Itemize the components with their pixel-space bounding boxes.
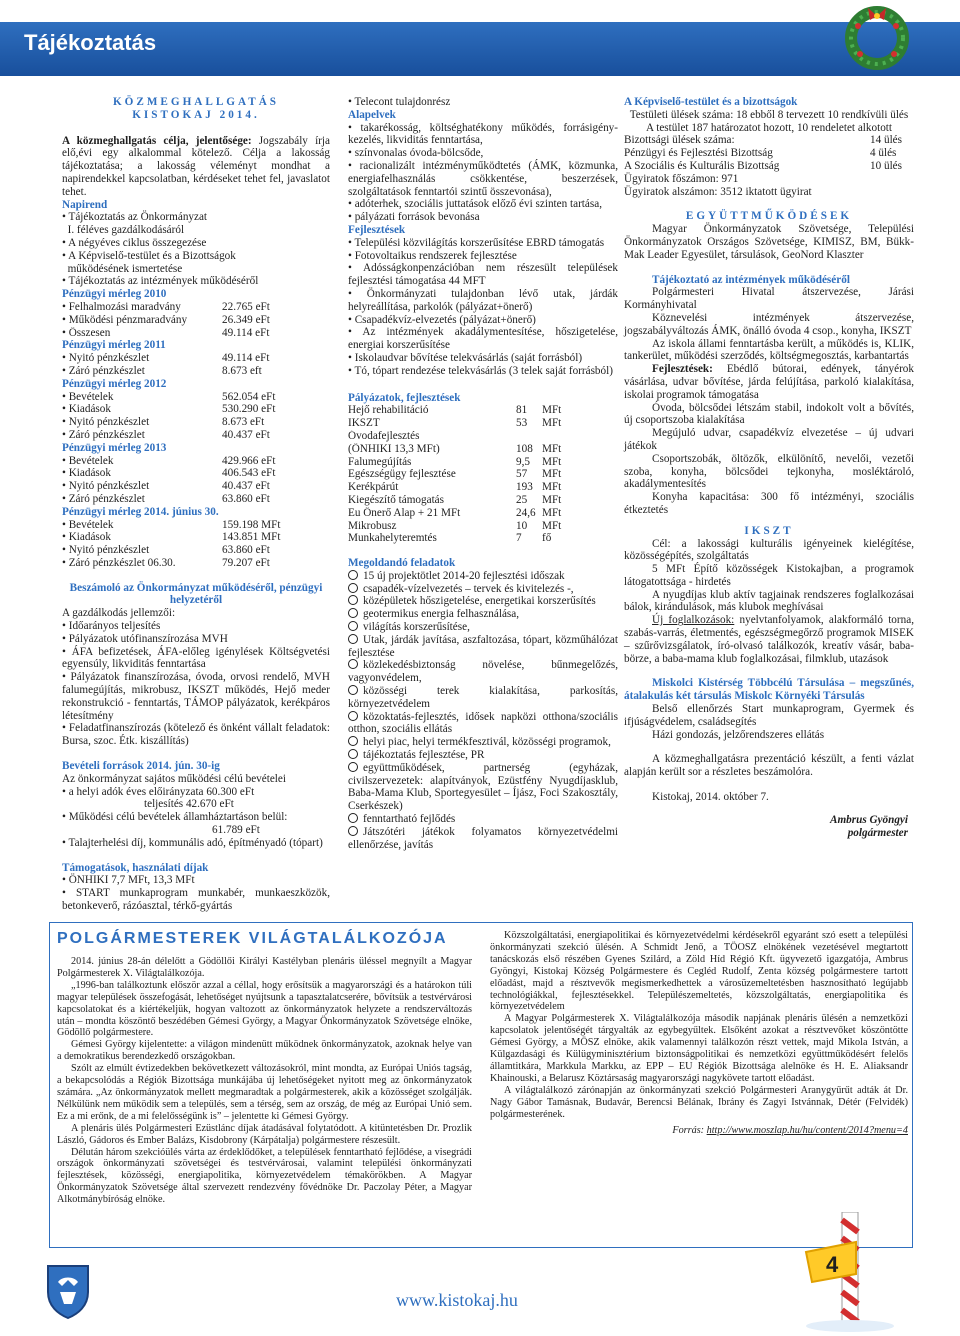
miskolci-paragraph: Házi gondozás, jelzőrendszeres ellátás	[652, 728, 825, 741]
circle-bullet-icon	[348, 570, 358, 580]
page-title: Tájékoztatás	[24, 30, 157, 55]
ugyirat-line: Ügyiratok főszámon: 971	[624, 172, 739, 185]
balance-value: 79.207 eFt	[222, 556, 270, 569]
christmas-wreath-icon	[838, 0, 916, 72]
palyazat-name: Hejő rehabilitáció	[348, 404, 429, 417]
circle-bullet-icon	[348, 595, 358, 605]
palyazat-value: 24,6	[516, 506, 536, 519]
fejlesztesek-list	[348, 237, 618, 378]
closing-paragraph: A közmeghallgatásra prezentáció készült, a fenti vázlat alapján került sor a részletes beszámolóra.	[624, 753, 914, 779]
balance-label: • Nyitó pénzkészlet	[62, 480, 150, 493]
balance-row	[62, 327, 330, 340]
balance-label: • Kiadások	[62, 531, 111, 544]
bizottsag-label: A Szociális és Kulturális Bizottság	[624, 159, 780, 172]
balance-value: 40.437 eFt	[222, 428, 270, 441]
intezmeny-paragraph: Az iskola állami fenntartásba került, a működés is, KLIK, tankerület, működési szerződés, költségmegosztás, karbantartás	[624, 337, 914, 363]
palyazat-name: Kerékpárút	[348, 481, 399, 494]
bevetel-heading: Bevételi források 2014. jún. 30-ig	[62, 760, 220, 773]
palyazat-row	[348, 430, 618, 443]
megoldando-text: középületek hőszigetelése, energetikai korszerűsítés	[363, 595, 596, 608]
gazdalkodas-item: • Időarányos teljesítés	[62, 620, 161, 633]
fejlesztes-item: • Önkormányzati tulajdonban lévő utak, járdák helyreállítása, parkolók (pályázat+önerő)	[348, 287, 618, 313]
ugyirat-line: Ügyiratok alszámon: 3512 iktatott ügyirat	[624, 185, 812, 198]
section-subtitle: KISTOKAJ 2014.	[132, 108, 260, 121]
intezmeny-paragraph: Óvoda, bölcsődei létszám stabil, indokolt volt a bővítés, új csoportszoba kialakítása	[624, 401, 914, 427]
fejlesztes-item: • Csapadékvíz-elvezetés (pályázat+önerő)	[348, 313, 536, 326]
intezmeny-paragraph: Fejlesztések: Ebédlő bútorai, edények, tányérok vásárlása, udvar bővítése, járda felújítása, parkoló kialakítása, iskolai programok támogatása	[624, 363, 914, 401]
palyazat-value: 10	[516, 519, 528, 532]
balance-row	[62, 467, 330, 480]
bizottsag-label: Pénzügyi és Fejlesztési Bizottság	[624, 147, 773, 160]
palyazat-unit: MFt	[542, 481, 562, 494]
column-kozmeghallgatas	[62, 96, 330, 913]
megoldando-heading: Megoldandó feladatok	[348, 557, 456, 570]
fejlesztesek-heading: Fejlesztések	[348, 223, 406, 236]
palyazat-name: Falumegújítás	[348, 455, 412, 468]
signature-title: polgármester	[847, 826, 908, 839]
balance-value: 406.543 eFt	[222, 467, 276, 480]
balance-label: • Nyitó pénzkészlet	[62, 416, 150, 429]
fejlesztes-item: • Iskolaudvar bővítése telekvásárlás (saját forrásból)	[348, 351, 583, 364]
kepviselo-line: A testület 187 határozatot hozott, 10 rendeletet alkotott	[645, 121, 893, 134]
alapelv-item: • takarékosság, költséghatékony működés, forrásigény-kezelés, likviditás fenntartása,	[348, 121, 618, 147]
balance-heading: Pénzügyi mérleg 2012	[62, 377, 167, 390]
balance-value: 429.966 eFt	[222, 454, 276, 467]
circle-bullet-icon	[348, 813, 358, 823]
palyazat-row	[348, 532, 618, 545]
palyazat-name: Eu Önerő Alap + 21 MFt	[348, 506, 461, 519]
megoldando-text: geotermikus energia felhasználása,	[363, 608, 520, 621]
megoldando-item	[348, 749, 618, 762]
circle-bullet-icon	[348, 583, 358, 593]
circle-bullet-icon	[348, 659, 358, 669]
balance-label: • Záró pénzkészlet	[62, 364, 145, 377]
page-number: 4	[826, 1252, 839, 1277]
balance-value: 22.765 eFt	[222, 300, 270, 313]
balance-label: • Záró pénzkészlet	[62, 492, 145, 505]
balance-value: 40.437 eFt	[222, 480, 270, 493]
megoldando-item	[348, 659, 618, 685]
palyazat-name: Munkahelyteremtés	[348, 532, 437, 545]
balance-row	[62, 557, 330, 570]
alapelvek-heading: Alapelvek	[348, 108, 396, 121]
circle-bullet-icon	[348, 736, 358, 746]
alapelvek-list	[348, 122, 618, 224]
megoldando-item	[348, 813, 618, 826]
article-paragraph: Közszolgáltatási, energiapolitikai és környezetvédelmi kérdésekről egyaránt szó esett a települési önkormányzati szekció ülésén. A Schmidt Jenő, a TÖOSZ elnökének vezetésével megtartott tanácskozás első részében Gyenes Szilárd, a Zöld Híd Régió Kft. ügyvezető igazgatója, Ambrus Gyöngyi, Kistokaj Község Polgármestere és Cegléd Rudolf, Zenta község polgármestere tartott előadást, majd a résztvevők megismerkedhettek a városüzemeltetésben hasznosítható legújabb technológiákkal, fejlesztésekkel. Települészemeltetés, közszolgáltatás, energiapolitika és környezetvédelem	[490, 930, 908, 1013]
gazdalkodas-item: • Feladatfinanszírozás (kötelező és önként vállalt feladatok: Bursa, szoc. Étk. kiszállítás)	[62, 722, 330, 748]
bizottsag-value: 14 ülés	[870, 134, 903, 147]
palyazat-name: (ÖNHIKI 13,3 MFt)	[348, 442, 440, 455]
napirend-item: • A négyéves ciklus összegezése	[62, 236, 207, 249]
balance-row	[62, 403, 330, 416]
napirend-item: • A Képviselő-testület és a Bizottságok	[62, 249, 236, 262]
intezmeny-paragraph: Köznevelési intézmények átszervezése, jogszabályváltozás ÁMK, önálló óvoda 4 csop., konyha, IKSZT	[624, 311, 914, 337]
balance-row	[62, 480, 330, 493]
footer-url[interactable]: www.kistokaj.hu	[396, 1290, 518, 1310]
intezmeny-paragraph: Konyha kapacitása: 300 fő intézményi, szociális étkeztetés	[624, 491, 914, 516]
megoldando-text: csapadék-vízelvezetés – tervek és kivitelezés -,	[363, 582, 574, 595]
balance-label: • Nyitó pénzkészlet	[62, 544, 150, 557]
article-column-left	[57, 956, 472, 1206]
balance-row	[62, 493, 330, 506]
gazdalkodas-item: • ÁFA befizetések, ÁFA-előleg igénylések Költségvetési egyensúly, likviditás fenntartása	[62, 645, 330, 671]
megoldando-text: 15 új projektötlet 2014-20 fejlesztési időszak	[363, 569, 565, 582]
palyazat-unit: MFt	[542, 455, 562, 468]
balance-value: 8.673 eFt	[222, 416, 265, 429]
megoldando-text: Utak, járdák javítása, aszfaltozása, tópart, közműhálózat fejlesztése	[348, 633, 618, 659]
palyazat-value: 57	[516, 468, 528, 481]
bizottsag-row	[624, 134, 914, 147]
alapelv-item: • pályázati források bevonása	[348, 211, 480, 224]
bizottsag-rows	[624, 134, 914, 172]
balance-value: 8.673 eft	[222, 364, 262, 377]
megoldando-item	[348, 570, 618, 583]
palyazat-unit: MFt	[542, 468, 562, 481]
section-title: KÖZMEGHALLGATÁS	[112, 96, 279, 108]
tamogatas-heading: Támogatások, használati díjak	[62, 861, 209, 874]
bizottsag-row	[624, 160, 914, 173]
balance-row	[62, 365, 330, 378]
article-paragraph: „1996-ban találkoztunk először azzal a céllal, hogy erősítsük a magyarországi és a határokon túli magyar települések összefogását, lehetőséget nyújtsunk a tapasztalatcserére, bővítsük a testvérvárosi kapcsolatokat és a kiértékeljük, hogyan valtozott az önkormányzatok helyzete a rendszerváltozás után – mondta köszöntő beszédében Gémesi György, a Magyar Önkormányzatok Szövetsége elnöke, Gödöllő polgármestere.	[57, 979, 472, 1039]
bevetel-item: • Talajterhelési díj, kommunális adó, építményadó (tópart)	[62, 836, 323, 849]
gazdalkodas-item: • Pályázatok utófinanszírozása MVH	[62, 632, 228, 645]
palyazatok-heading: Pályázatok, fejlesztések	[348, 391, 461, 404]
intezmeny-paragraph: Csoportszobák, öltözők, elkülönítő, nevelői, vezetői szoba, konyha, bölcsődei tejkonyha, mosléktároló, akadálymentesítés	[624, 452, 914, 491]
alapelv-item: • racionalizált intézményműködtetés (ÁMK, közmunka, energiafelhasználás csökkentése, beszerzések, szolgáltatások fenntartói szintű összevonása),	[348, 159, 618, 198]
palyazat-unit: MFt	[542, 417, 562, 430]
bevetel-text: Az önkormányzat sajátos működési célú bevételei	[62, 772, 286, 785]
ikszt-heading: IKSZT	[744, 524, 794, 537]
megoldando-text: tájékoztatás fejlesztése, PR	[363, 749, 485, 762]
bevetel-list	[62, 786, 330, 850]
balance-label: • Bevételek	[62, 518, 114, 531]
megoldando-item	[348, 685, 618, 711]
circle-bullet-icon	[348, 608, 358, 618]
balance-row	[62, 455, 330, 468]
circle-bullet-icon	[348, 621, 358, 631]
intezmeny-paragraph: Megújuló udvar, csapadékvíz elvezetése – új udvari játékok	[624, 427, 914, 452]
palyazat-row	[348, 443, 618, 456]
source-line: Forrás: http://www.moszlap.hu/hu/content/2014?menu=4	[672, 1124, 908, 1136]
intro-paragraph: A közmeghallgatás célja, jelentősége: Jogszabály írja elő,évi egy alkalommal kötelező. Célja a lakosság tájékoztatása; a lakosság véleményt mondhat a napirendekkel kapcsolatban, kérdéseket tehet fel, javaslatot tehet.	[62, 134, 330, 198]
balance-label: • Bevételek	[62, 454, 114, 467]
balance-label: • Bevételek	[62, 390, 114, 403]
palyazat-name: Kiegészítő támogatás	[348, 493, 444, 506]
fejlesztes-item: • Tó, tópart rendezése telekvásárlás (3 telek saját forrásból)	[348, 364, 613, 377]
fejlesztes-item: • Települési közvilágítás korszerűsítése EBRD támogatás	[348, 236, 605, 249]
balance-value: 26.349 eFt	[222, 313, 270, 326]
palyazat-name: IKSZT	[348, 417, 380, 430]
balance-row	[62, 301, 330, 314]
gazdalkodas-list	[62, 620, 330, 748]
signature-name: Ambrus Gyöngyi	[829, 813, 908, 826]
palyazat-value: 108	[516, 442, 533, 455]
palyazat-row	[348, 468, 618, 481]
balance-row	[62, 352, 330, 365]
napirend-heading: Napirend	[62, 198, 108, 211]
napirend-item: működésének ismertetése	[62, 262, 183, 275]
intezmeny-paragraph: Polgármesteri Hivatal átszervezése, Járási Kormányhivatal	[624, 286, 914, 312]
megoldando-list	[348, 570, 618, 852]
top-list	[348, 96, 618, 109]
palyazat-unit: MFt	[542, 404, 562, 417]
date-line: Kistokaj, 2014. október 7.	[652, 791, 769, 804]
circle-bullet-icon	[348, 826, 358, 836]
financial-tables	[62, 288, 330, 570]
palyazat-value: 81	[516, 404, 528, 417]
palyazat-value: 9,5	[516, 455, 530, 468]
palyazatok-table	[348, 404, 618, 545]
balance-value: 63.860 eFt	[222, 544, 270, 557]
napirend-item: • Tájékoztatás az intézmények működéséről	[62, 275, 259, 288]
egyuttmukodes-text: Magyar Önkormányzatok Szövetsége, Települési Önkormányzatok Országos Szövetsége, KIMISZ, BM, Bükk-Mak Leader Egyesület, társulások, GeoNord Klaszter	[624, 223, 914, 261]
balance-heading: Pénzügyi mérleg 2011	[62, 339, 166, 352]
balance-label: • Összesen	[62, 326, 111, 339]
alapelv-item: • színvonalas óvoda-bölcsőde,	[348, 147, 484, 160]
balance-label: • Záró pénzkészlet	[62, 428, 145, 441]
article-paragraph: A világtalálkozó zárónapján az önkormányzati szekció Polgármesteri Aranygyűrűt adták át Dr. Nagy Gábor Tamásnak, Budavár, Berencsi Bélának, Ibrány és Zagyi Istvánnak, Détér (Felvidék) polgármesterének.	[490, 1084, 908, 1120]
fejlesztes-item: • Az intézmények akadálymentesítése, hőszigetelése, energiai korszerűsítése	[348, 326, 618, 352]
article-paragraph: A plenáris ülés Polgármesteri Ezüstlánc díjak átadásával folytatódott. A kitüntetésben Dr. Prozlik László, Gádoros és Ember Balázs, Kisdobrony (Kárpátalja) polgármestere részesült.	[57, 1122, 472, 1146]
balance-value: 530.290 eFt	[222, 403, 276, 416]
megoldando-item	[348, 621, 618, 634]
source-link[interactable]: http://www.moszlap.hu/hu/content/2014?menu=4	[706, 1124, 908, 1136]
palyazat-row	[348, 404, 618, 417]
egyuttmukodes-heading: EGYÜTTMŰKÖDÉSEK	[685, 210, 853, 223]
balance-value: 143.851 MFt	[222, 531, 281, 544]
bevetel-item: teljesítés 42.670 eFt	[144, 798, 234, 811]
column-kepviselotestulet	[624, 96, 914, 839]
municipal-crest-icon	[44, 1262, 92, 1320]
napirend-item: I. féléves gazdálkodásáról	[62, 224, 185, 237]
balance-value: 159.198 MFt	[222, 518, 281, 531]
megoldando-item	[348, 736, 618, 749]
column-fejlesztesek	[348, 96, 618, 851]
article-paragraph: 2014. június 28-án délelőtt a Gödöllői Királyi Kastélyban plenáris üléssel megnyílt a Magyar Polgármesterek X. Világtalálkozója.	[57, 956, 472, 979]
circle-bullet-icon	[348, 711, 358, 721]
megoldando-text: közösségi terek kialakítása, parkosítás, környezetvédelem	[348, 685, 618, 710]
ikszt-paragraph: Cél: a lakossági kulturális igényeinek kielégítése, közösségépítés, szolgáltatás	[624, 537, 914, 563]
bizottsag-value: 10 ülés	[870, 159, 903, 172]
palyazat-row	[348, 507, 618, 520]
fejlesztes-item: • Fotovoltaikus rendszerek fejlesztése	[348, 249, 517, 262]
balance-value: 49.114 eFt	[222, 326, 270, 339]
circle-bullet-icon	[348, 634, 358, 644]
palyazat-unit: MFt	[542, 442, 562, 455]
miskolci-heading: Miskolci Kistérség Többcélú Társulása – megszűnés, átalakulás két társulás Miskolc Környéki Társulás	[624, 677, 914, 703]
ikszt-paragraph: 5 MFt Építő közösségek Kistokajban, a programok látogatottsága - hirdetés	[624, 563, 914, 588]
palyazat-value: 53	[516, 417, 528, 430]
article-title: POLGÁRMESTEREK VILÁGTALÁLKOZÓJA	[57, 930, 448, 947]
palyazat-name: Egészségügy fejlesztése	[348, 468, 456, 481]
palyazat-row	[348, 456, 618, 469]
bevetel-item: • a helyi adók éves előirányzata 60.300 eFt	[62, 785, 255, 798]
palyazat-row	[348, 520, 618, 533]
balance-label: • Kiadások	[62, 467, 111, 480]
balance-row	[62, 391, 330, 404]
balance-heading: Pénzügyi mérleg 2010	[62, 288, 167, 301]
tamogatas-list	[62, 874, 330, 912]
megoldando-text: közlekedésbiztonság növelése, bűnmegelőzés, vagyonvédelem,	[348, 659, 618, 685]
balance-row	[62, 531, 330, 544]
bizottsag-row	[624, 147, 914, 160]
bizottsag-value: 4 ülés	[870, 147, 897, 160]
circle-bullet-icon	[348, 685, 358, 695]
palyazat-row	[348, 481, 618, 494]
article-paragraph: Gémesi György kijelentette: a világon mindenütt működnek önkormányzatok, azoknak helye van a demokratikus berendezkedő országokban.	[57, 1039, 472, 1063]
candy-cane-pole-icon	[800, 1212, 900, 1332]
palyazat-unit: fő	[542, 532, 552, 545]
balance-row	[62, 519, 330, 532]
article-paragraph: Szólt az elmúlt évtizedekben bekövetkezett változásokról, mint mondta, az Európai Uniós tagság, a bekapcsolódás a Régiók Bizottsága munkájába új lehetőségeket nyitott meg az önkormányzatok számára. „Az önkormányzatok mellett megmaradtak a polgármesterek, akik a közösséget szolgálják. Nélkülünk nem működik sem a település, sem a térség, sem az ország, de még az Európai Unió sem. Ez a mi erőnk, de a mi felelősségünk is” – jelentette ki Gémesi György.	[57, 1063, 472, 1122]
megoldando-text: fenntartható fejlődés	[363, 813, 456, 826]
balance-row	[62, 429, 330, 442]
tamogatas-item: • START munkaprogram munkabér, munkaeszközök, betonkeverő, rázóasztal, térkő-gyártás	[62, 887, 330, 913]
balance-row	[62, 544, 330, 557]
megoldando-item	[348, 762, 618, 813]
napirend-list	[62, 211, 330, 288]
kepviselo-line: Testületi ülések száma: 18 ebből 8 tervezett 10 rendkívüli ülés	[629, 108, 909, 121]
balance-label: • Nyitó pénzkészlet	[62, 352, 150, 365]
list-item: • Telecont tulajdonrész	[348, 96, 451, 108]
article-paragraph: Délután három szekcióülés várta az érdeklődőket, a települések fenntartható fejlődése, a visegrádi országok önkormányzati szövetségei és testvérvárosai, valamint települési önkormányzati fejlesztések, közösségi, energiapolitika, környezetvédelem témakörökben. A Magyar Önkormányzatok Szövetsége által szervezett rendezvény fővédnöke Dr. Paczolay Péter, a Magyar Alkotmánybíróság elnöke.	[57, 1146, 472, 1206]
palyazat-row	[348, 417, 618, 430]
palyazat-row	[348, 494, 618, 507]
megoldando-item	[348, 711, 618, 737]
palyazat-value: 7	[516, 532, 522, 545]
palyazat-name: Mikrobusz	[348, 519, 397, 532]
article-paragraph: A Magyar Polgármesterek X. Világtalálkozója második napjának plenáris ülésén a nemzetközi kapcsolatok jelentőségét tárgyalták az egybegyűltek. Elsőként azokat a résztvevőket köszöntötte Gémesi György, a MÖSZ elnöke, akik valamennyi találkozón részt vettek, majd Mikola István, a Külgazdasági és Külügyminisztérium biztonságpolitikai és nemzetközi együttműködésért felelős államtitkára, Markkula Markku, az EPP – EU Régiók Bizottsága alelnöke és H. E. Aliaksandr Khainouski, a Belarusz Köztársaság magyarországi nagykövete tartott előadást.	[490, 1013, 908, 1084]
balance-heading: Pénzügyi mérleg 2014. június 30.	[62, 505, 219, 518]
megoldando-item	[348, 583, 618, 596]
megoldando-item	[348, 595, 618, 608]
beszamolo-heading: Beszámoló az Önkormányzat működéséről, pénzügyi helyzetéről	[69, 581, 323, 607]
balance-label: • Záró pénzkészlet 06.30.	[62, 556, 176, 569]
bevetel-item: 61.789 eFt	[212, 824, 260, 837]
gazdalkodas-intro: A gazdálkodás jellemzői:	[62, 607, 176, 620]
balance-row	[62, 314, 330, 327]
megoldando-text: együttműködések, partnerség (egyházak, civilszervezetek: alapítványok, Ezüstfény Nyugdíjasklub, Baba-Mama Klub, Sportegyesület – Íjász, Foci Szakosztály, Cserkészek)	[348, 761, 618, 813]
megoldando-text: Játszótéri játékok folyamatos környezetvédelmi ellenőrzése, javítás	[348, 825, 618, 851]
bevetel-item: • Működési célú bevételek államháztartáson belül:	[62, 811, 288, 824]
gazdalkodas-item: • Pályázatok finanszírozása, óvoda, orvosi rendelő, MVH falumegújítás, mikrobusz, IKSZT működés, Hejő meder rekonstrukció - fenntartás, TÁMOP pályázatok, kerékpáros létesítmény	[62, 671, 330, 722]
circle-bullet-icon	[348, 749, 358, 759]
megoldando-text: világítás korszerűsítése,	[363, 621, 470, 634]
balance-value: 63.860 eFt	[222, 492, 270, 505]
ikszt-paragraph: A nyugdíjas klub aktív tagjainak rendszeres foglalkozásai bálok, kirándulások, más klubok meghívásai	[624, 588, 914, 614]
article-column-right	[490, 930, 908, 1136]
kepviselo-heading: A Képviselő-testület és a bizottságok	[624, 96, 798, 108]
megoldando-text: helyi piac, helyi termékfesztivál, közösségi programok,	[363, 736, 611, 749]
balance-row	[62, 416, 330, 429]
circle-bullet-icon	[348, 762, 358, 772]
balance-label: • Működési pénzmaradvány	[62, 313, 188, 326]
balance-value: 562.054 eFt	[222, 390, 276, 403]
balance-heading: Pénzügyi mérleg 2013	[62, 441, 167, 454]
balance-value: 49.114 eFt	[222, 352, 270, 365]
fejlesztes-item: • Adósságkonpenzációban nem részesült települések fejlesztési támogatása 44 MFT	[348, 262, 618, 288]
alapelv-item: • adóterhek, szociális juttatások előző évi szinten tartása,	[348, 198, 602, 211]
palyazat-value: 193	[516, 481, 533, 494]
ikszt-paragraph: Új foglalkozások: nyelvtanfolyamok, alakformáló torna, szabás-varrás, életmentés, egészségmegőrző programok MISEK – szűrővizsgálatok, író-olvasó találkozók, kreatív vásár, baba-börze, a baba-mama klub foglalkozásai, filmklub, utazások	[624, 614, 914, 665]
megoldando-item	[348, 826, 618, 852]
megoldando-item	[348, 608, 618, 621]
palyazat-value: 25	[516, 493, 528, 506]
tamogatas-item: • ÖNHIKI 7,7 MFt, 13,3 MFt	[62, 874, 195, 887]
megoldando-text: közoktatás-fejlesztés, idősek napközi otthona/szociális otthon, szociális ellátás	[348, 710, 618, 736]
balance-label: • Felhalmozási maradvány	[62, 300, 181, 313]
palyazat-unit: MFt	[542, 519, 562, 532]
miskolci-paragraph: Belső ellenőrzés Start munkaprogram, Gyermek és ifjúságvédelem, családsegítés	[624, 703, 914, 728]
megoldando-item	[348, 634, 618, 660]
palyazat-name: Óvodafejlesztés	[348, 429, 420, 442]
palyazat-unit: MFt	[542, 506, 562, 519]
palyazat-unit: MFt	[542, 493, 562, 506]
intezmeny-heading: Tájékoztató az intézmények működéséről	[652, 273, 850, 286]
bizottsag-label: Bizottsági ülések száma:	[624, 134, 735, 147]
napirend-item: • Tájékoztatás az Önkormányzat	[62, 211, 208, 224]
balance-label: • Kiadások	[62, 403, 111, 416]
